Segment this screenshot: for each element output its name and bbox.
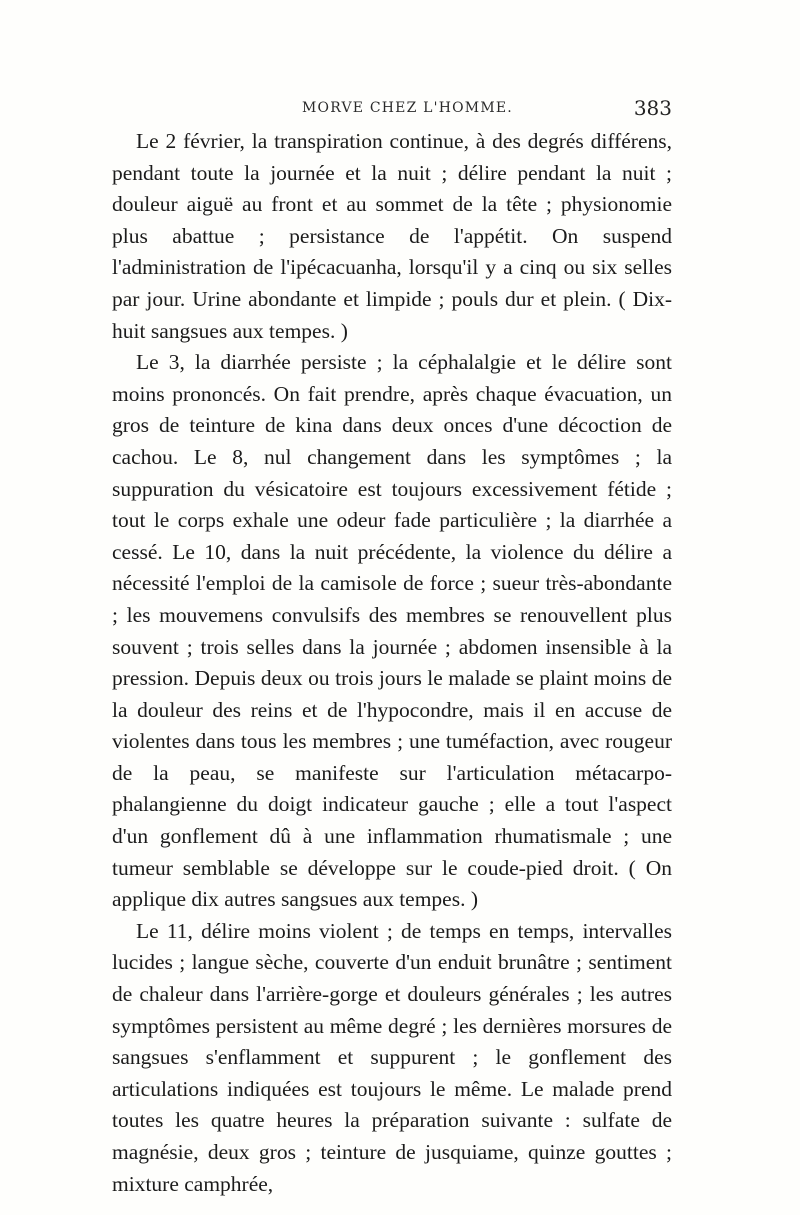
paragraph-le-3: Le 3, la diarrhée persiste ; la céphalalgie et le délire sont moins prononcés. On fait prendre, après chaque évacuation, un gros de teinture de kina dans deux onces d'une décoction de cachou. Le 8, nul changement dans les symptômes ; la suppuration du vésicatoire est toujours excessivement fétide ; tout le corps exhale une odeur fade particulière ; la diarrhée a cessé. Le 10, dans la nuit précédente, la violence du délire a nécessité l'emploi de la camisole de force ; sueur très-abondante ; les mouvemens convulsifs des membres se renouvellent plus souvent ; trois selles dans la journée ; abdomen insensible à la pression. Depuis deux ou trois jours le malade se plaint moins de la douleur des reins et de l'hypocondre, mais il en accuse de violentes dans tous les membres ; une tuméfaction, avec rougeur de la peau, se manifeste sur l'articulation métacarpo-phalangienne du doigt indicateur gauche ; elle a tout l'aspect d'un gonflement dû à une inflammation rhumatismale ; une tumeur semblable se développe sur le coude-pied droit. ( On applique dix autres sangsues aux tempes. ) — [112, 350, 672, 912]
page-number: 383 — [633, 96, 672, 120]
running-head — [112, 96, 672, 126]
body-text — [112, 126, 672, 1200]
paragraph-fevrier-2: Le 2 février, la transpiration continue, à des degrés différens, pendant toute la journée et la nuit ; délire pendant la nuit ; douleur aiguë au front et au sommet de la tête ; physionomie plus abattue ; persistance de l'appétit. On suspend l'administration de l'ipécacuanha, lorsqu'il y a cinq ou six selles par jour. Urine abondante et limpide ; pouls dur et plein. ( Dix-huit sangsues aux tempes. ) — [112, 129, 672, 343]
running-title: MORVE CHEZ L'HOMME. — [302, 100, 513, 116]
paragraph-le-11: Le 11, délire moins violent ; de temps en temps, intervalles lucides ; langue sèche, couverte d'un enduit brunâtre ; sentiment de chaleur dans l'arrière-gorge et douleurs générales ; les autres symptômes persistent au même degré ; les dernières morsures de sangsues s'enflamment et suppurent ; le gonflement des articulations indiquées est toujours le même. Le malade prend toutes les quatre heures la préparation suivante : sulfate de magnésie, deux gros ; teinture de jusquiame, quinze gouttes ; mixture camphrée, — [112, 918, 672, 1196]
